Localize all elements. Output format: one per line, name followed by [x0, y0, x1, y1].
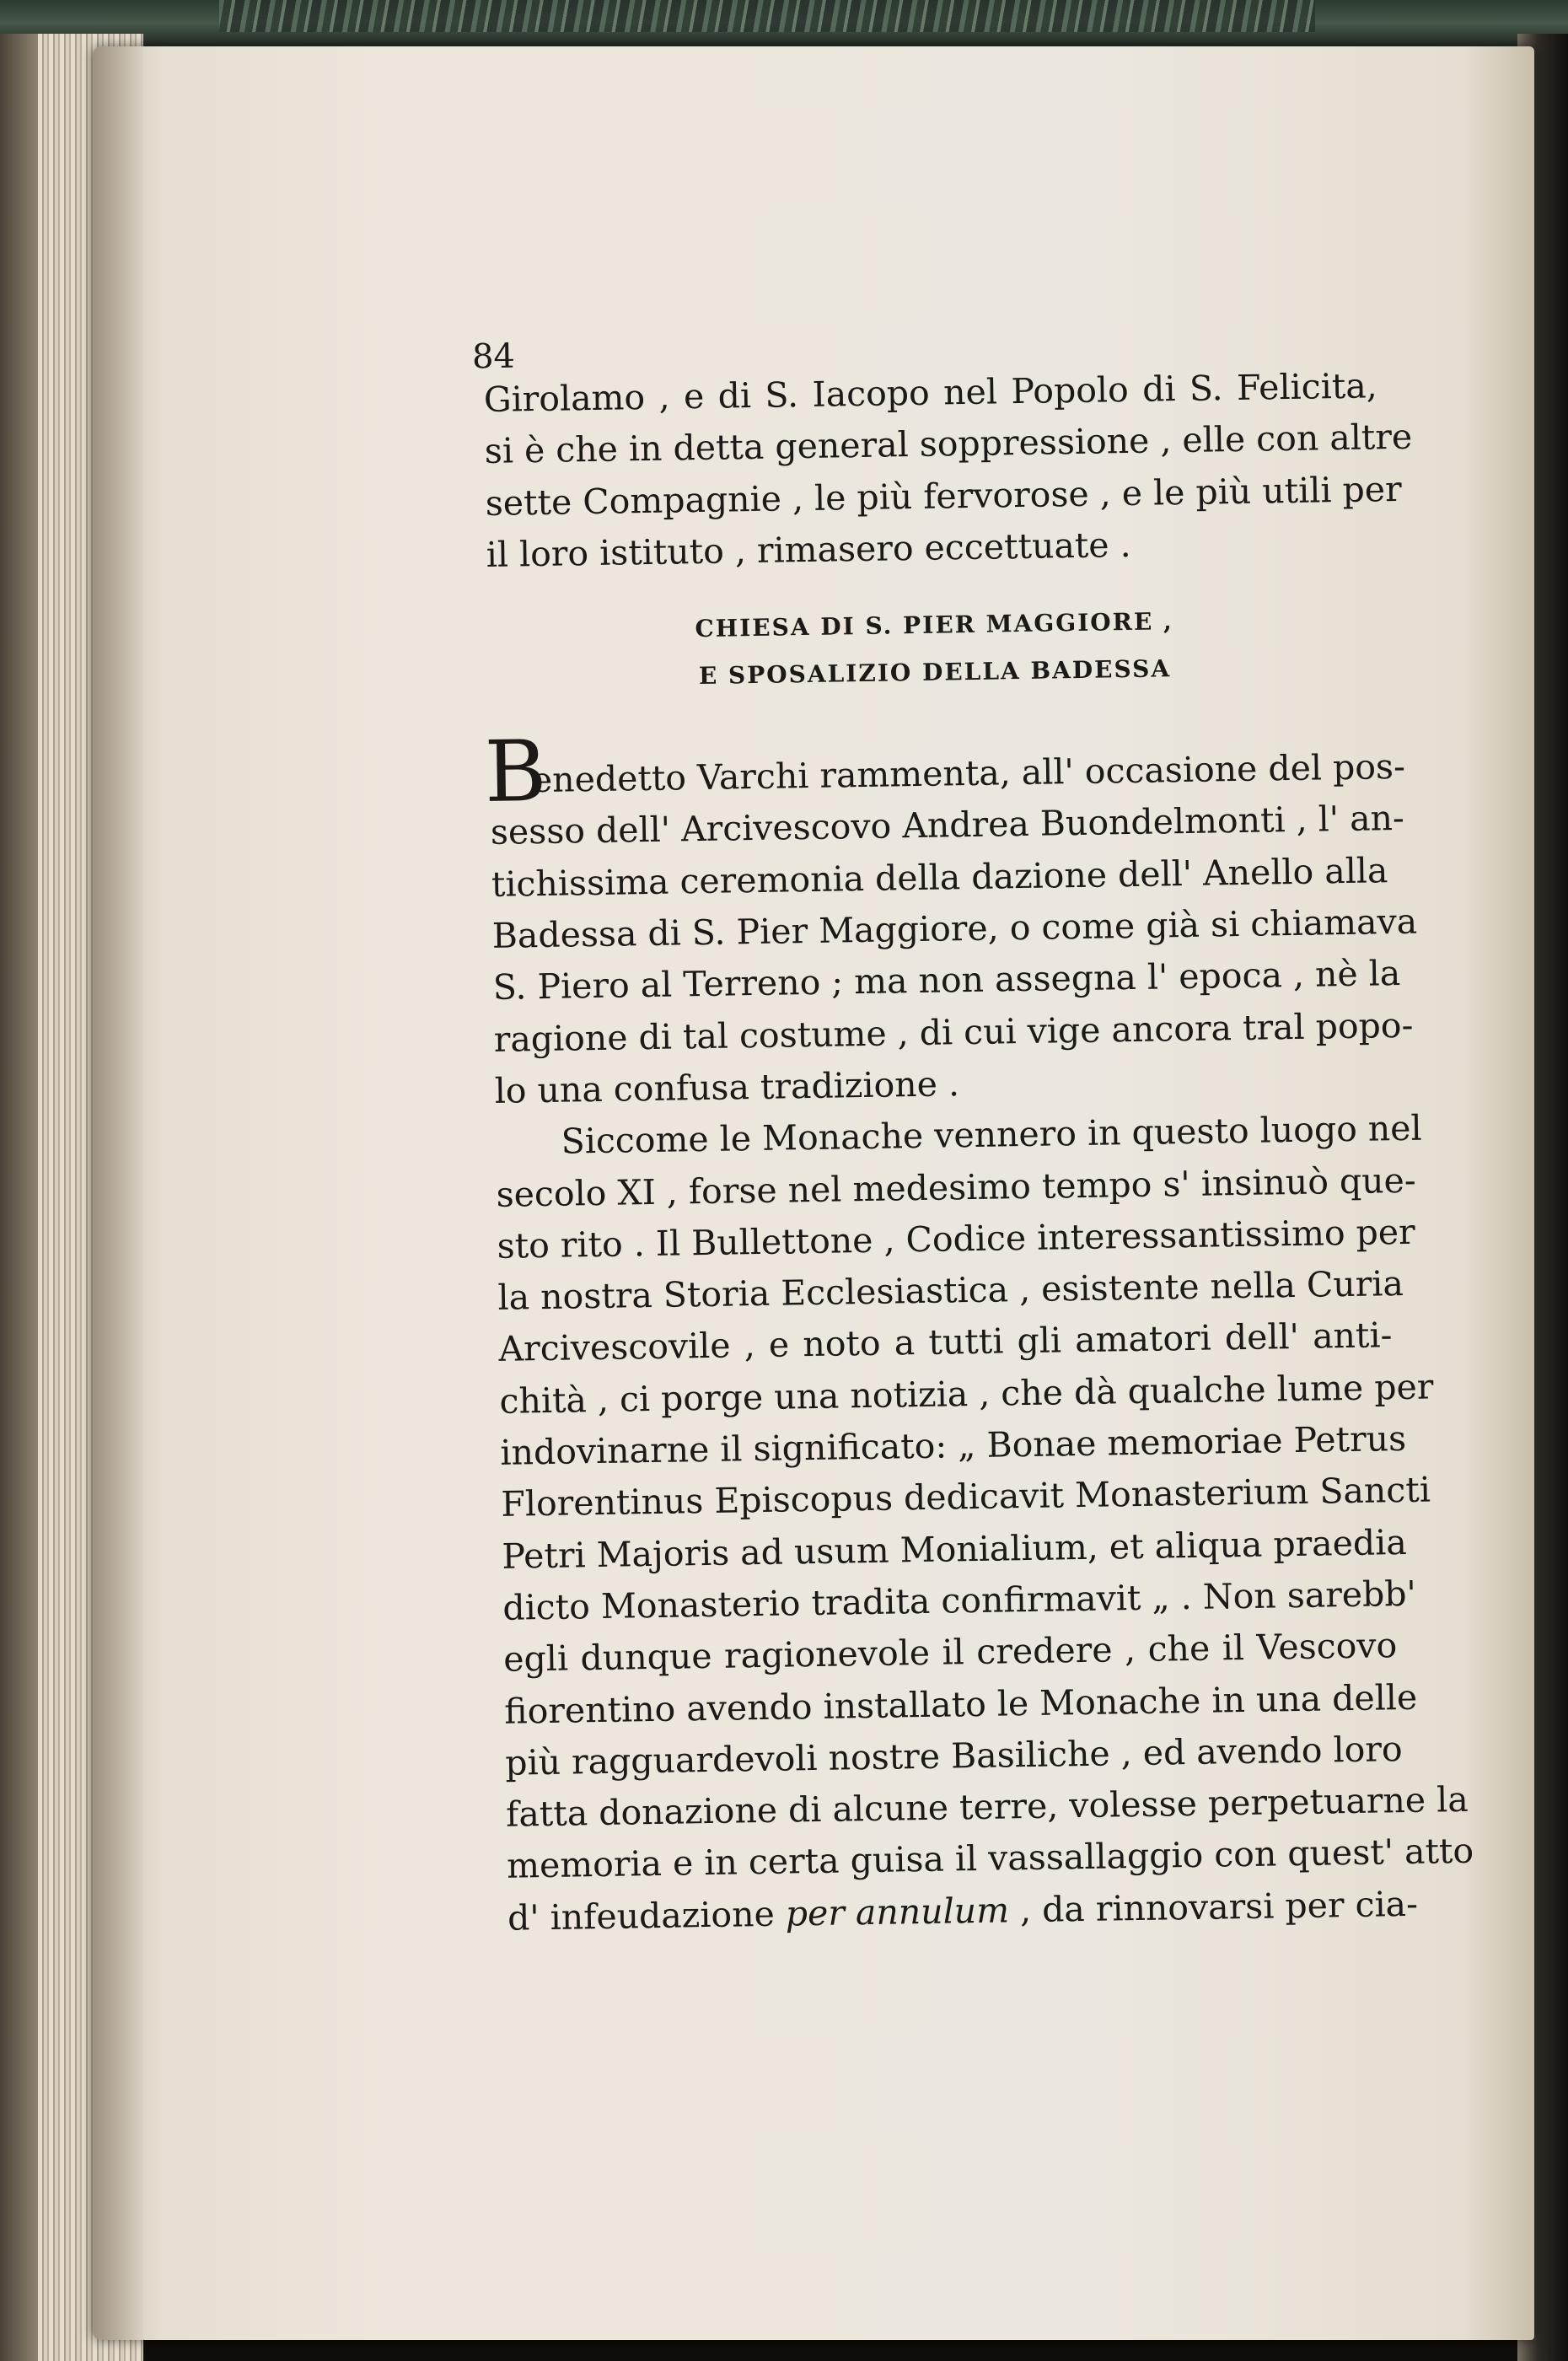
text-line: dicto Monasterio tradita confirmavit „ . Non sarebb'	[502, 1573, 1417, 1628]
text-line: Badessa di S. Pier Maggiore, o come già si chiamava	[491, 901, 1418, 956]
text-line: egli dunque ragionevole il credere , che il Vescovo	[502, 1625, 1398, 1681]
text-line: il loro istituto , rimasero eccettuate .	[486, 524, 1131, 575]
binding-pattern	[219, 0, 1315, 32]
text-line: Florentinus Episcopus dedicavit Monasterium Sancti	[501, 1469, 1431, 1525]
text-line: sette Compagnie , le più fervorose , e le più utili per	[485, 468, 1402, 524]
page-gutter-shadow	[93, 46, 143, 2340]
page-number: 84	[471, 336, 516, 377]
text-line: lo una confusa tradizione .	[494, 1063, 960, 1111]
text-line: chità , ci porge una notizia , che dà qualche lume per	[499, 1366, 1434, 1422]
text-segment: , da rinnovarsi per cia-	[1019, 1883, 1419, 1930]
italic-phrase: per annulum	[785, 1890, 1010, 1934]
text-line: Petri Majoris ad usum Monialium, et aliqua praedia	[502, 1521, 1408, 1577]
text-line: Siccome le Monache vennero in questo luogo nel	[561, 1107, 1422, 1162]
text-line: più ragguardevoli nostre Basiliche , ed avendo loro	[504, 1728, 1403, 1783]
book-binding-top	[0, 0, 1568, 51]
text-line: memoria e in certa guisa il vassallaggio con quest' atto	[506, 1831, 1474, 1887]
text-line: indovinarne il significato: „ Bonae memoriae Petrus	[500, 1418, 1407, 1473]
text-line: si è che in detta general soppressione , elle con altre	[484, 416, 1413, 472]
text-line: sto rito . Il Bullettone , Codice interessantissimo per	[497, 1211, 1416, 1267]
page-stack-shadow	[0, 34, 38, 2361]
text-line: tichissima ceremonia della dazione dell' Anello alla	[491, 849, 1388, 905]
text-line: sesso dell' Arcivescovo Andrea Buondelmonti , l' an-	[490, 798, 1405, 853]
section-heading-line-2: E SPOSALIZIO DELLA BADESSA	[698, 654, 1172, 691]
page-text	[483, 340, 1474, 1941]
text-line: secolo XI , forse nel medesimo tempo s' insinuò que-	[496, 1159, 1417, 1215]
section-heading-line-1: CHIESA DI S. PIER MAGGIORE ,	[695, 607, 1174, 643]
drop-cap: B	[483, 722, 548, 822]
text-line: la nostra Storia Ecclesiastica , esistente nella Curia	[497, 1263, 1404, 1319]
text-line: S. Piero al Terreno ; ma non assegna l' epoca , nè la	[492, 953, 1401, 1008]
text-line: Arcivescovile , e noto a tutti gli amatori dell' anti-	[498, 1315, 1393, 1370]
text-segment: d' infeudazione	[507, 1893, 776, 1939]
paragraph-1	[483, 722, 1418, 1115]
text-line: fiorentino avendo installato le Monache in una delle	[503, 1676, 1418, 1732]
text-line: fatta donazione di alcune terre, volesse perpetuarne la	[505, 1778, 1469, 1835]
text-line: ragione di tal costume , di cui vige ancora tral popo-	[493, 1004, 1414, 1060]
paragraph-2	[495, 1105, 1474, 1942]
text-line: enedetto Varchi rammenta, all' occasione del pos-	[531, 746, 1406, 801]
text-line: Girolamo , e di S. Iacopo nel Popolo di S. Felicita,	[483, 365, 1378, 420]
